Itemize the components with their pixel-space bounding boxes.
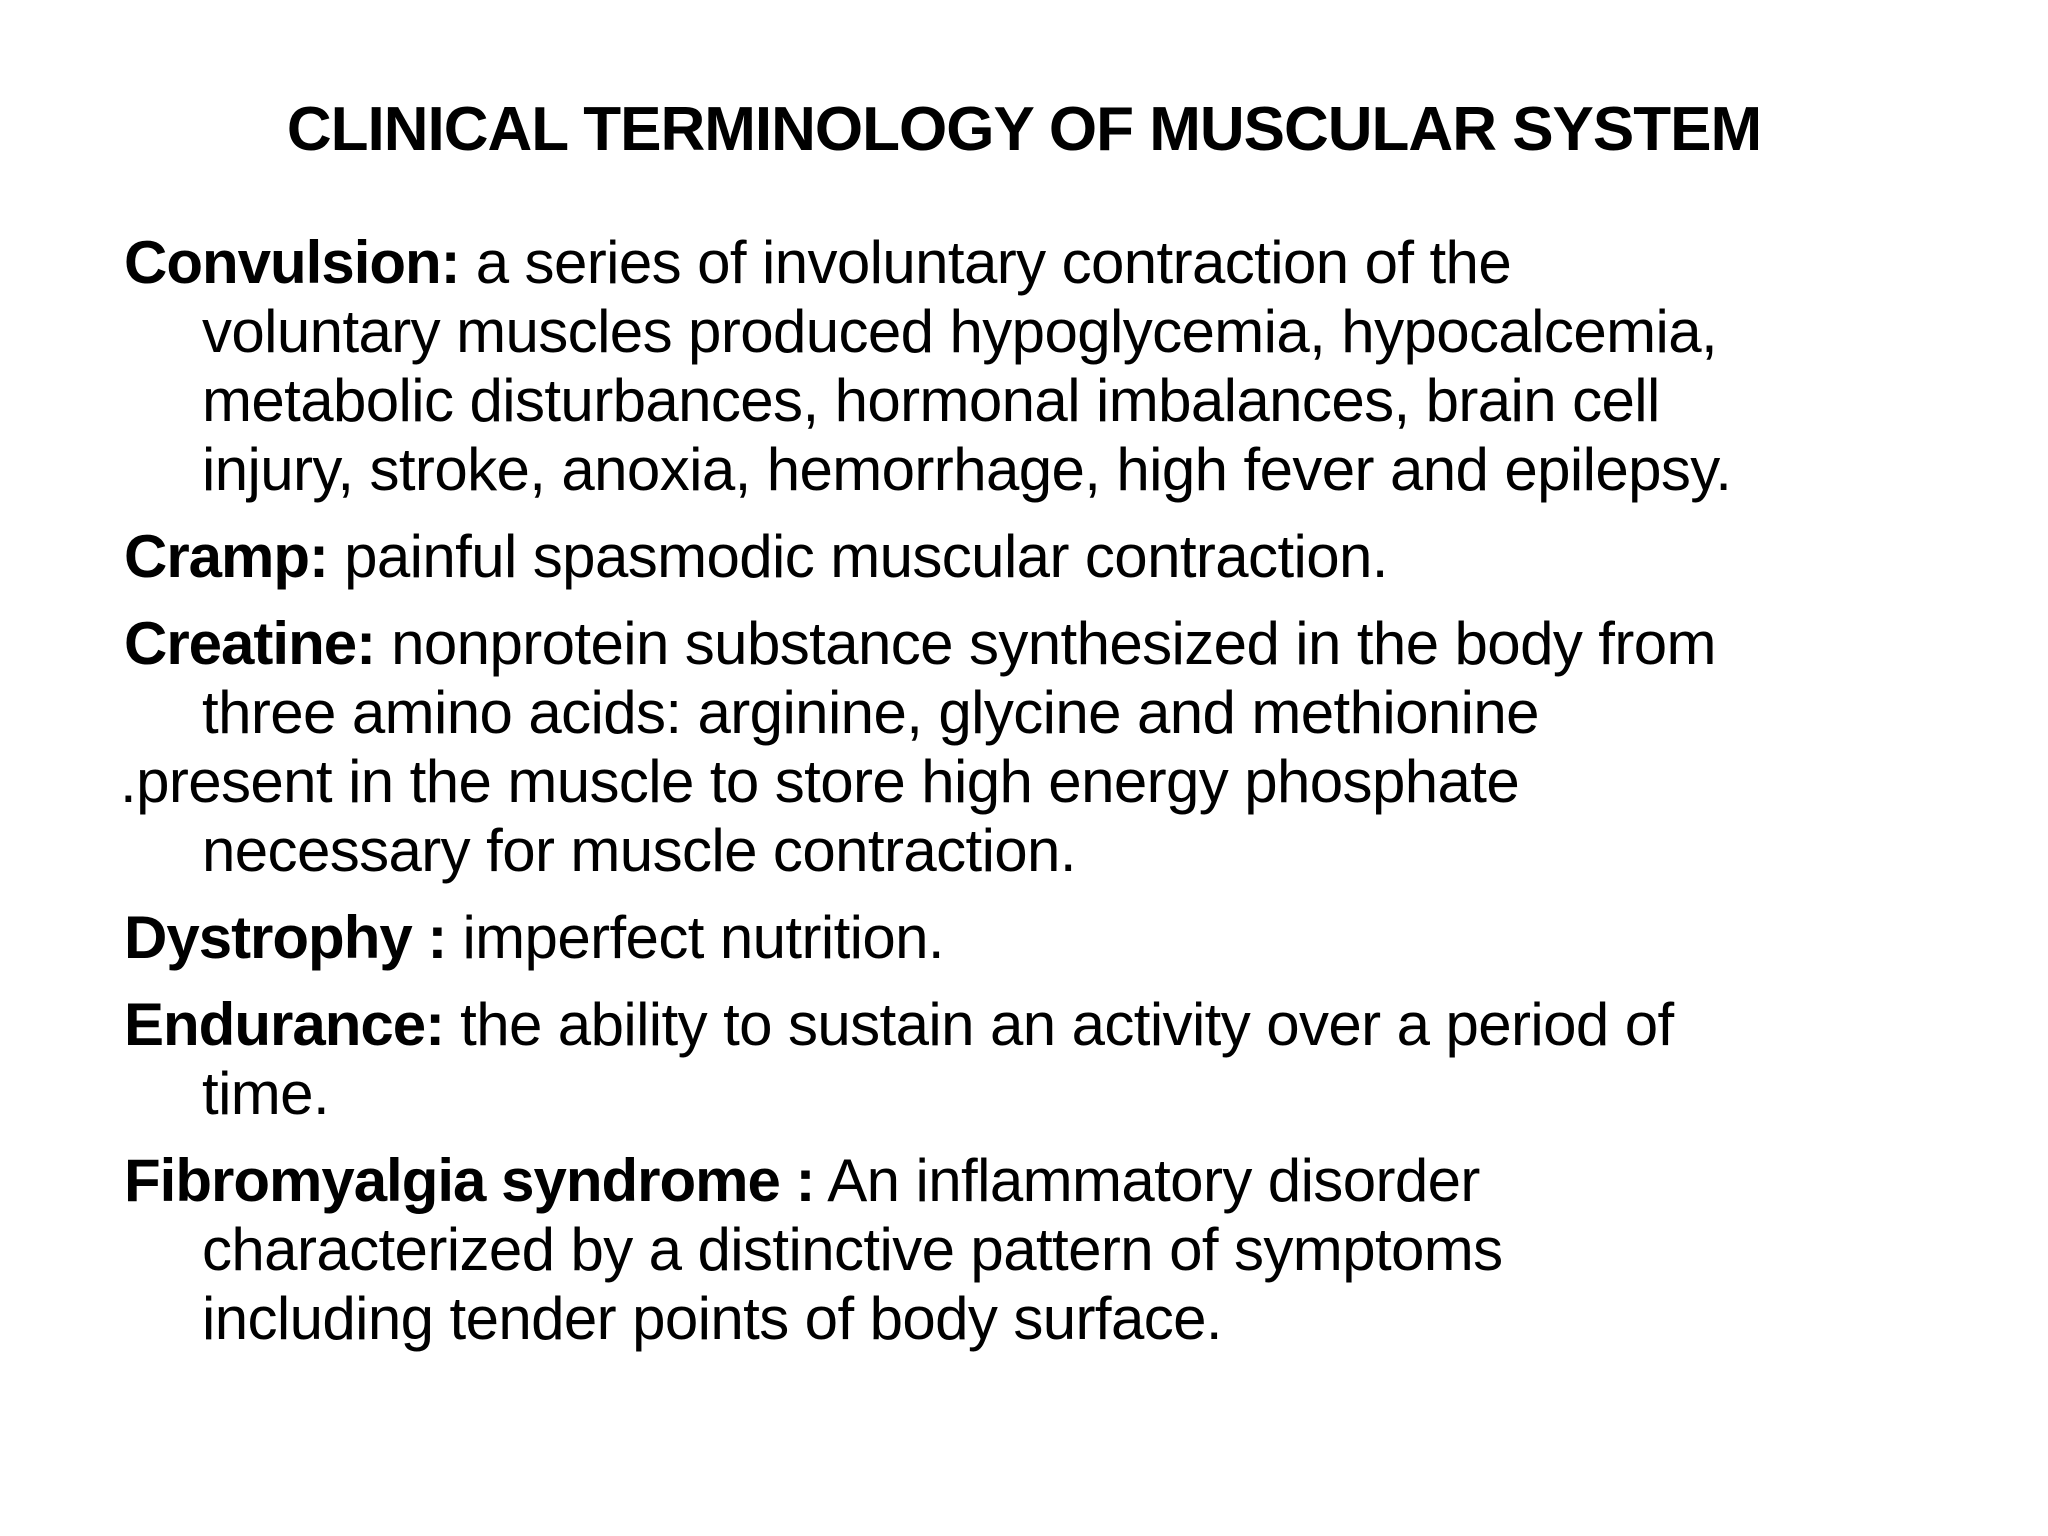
definition-line xyxy=(124,522,1984,591)
definition-convulsion xyxy=(124,228,1984,504)
definition-text: a series of involuntary contraction of the xyxy=(459,229,1512,296)
definition-cramp xyxy=(124,522,1984,591)
definition-line xyxy=(124,1146,1984,1215)
definition-creatine xyxy=(120,609,1984,885)
definition-text: imperfect nutrition. xyxy=(446,904,944,971)
definition-line: characterized by a distinctive pattern of symptoms xyxy=(202,1216,1503,1283)
term-label: Fibromyalgia syndrome : xyxy=(124,1147,815,1214)
term-label: Cramp: xyxy=(124,523,329,590)
definition-line: injury, stroke, anoxia, hemorrhage, high fever and epilepsy. xyxy=(202,436,1732,503)
definition-line xyxy=(124,990,1984,1059)
term-label: Dystrophy : xyxy=(124,904,447,971)
definition-line xyxy=(124,228,1984,297)
term-label: Convulsion: xyxy=(124,229,460,296)
definition-text: nonprotein substance synthesized in the body from xyxy=(375,610,1716,677)
definition-dystrophy xyxy=(124,903,1984,972)
definition-line xyxy=(124,609,1984,678)
term-label: Endurance: xyxy=(124,991,445,1058)
term-label: Creatine: xyxy=(124,610,376,677)
definition-text: An inflammatory disorder xyxy=(814,1147,1480,1214)
definition-fibromyalgia-syndrome xyxy=(124,1146,1984,1353)
definition-text: the ability to sustain an activity over a period of xyxy=(444,991,1674,1058)
definition-line: three amino acids: arginine, glycine and methionine xyxy=(202,679,1539,746)
definition-line: necessary for muscle contraction. xyxy=(202,817,1076,884)
slide-title: CLINICAL TERMINOLOGY OF MUSCULAR SYSTEM xyxy=(286,95,1762,164)
definition-line: including tender points of body surface. xyxy=(202,1285,1222,1352)
definition-line: .present in the muscle to store high energy phosphate xyxy=(120,748,1520,815)
definition-line: metabolic disturbances, hormonal imbalances, brain cell xyxy=(202,367,1660,434)
definition-line: time. xyxy=(202,1060,330,1127)
definitions-list xyxy=(120,228,1984,1371)
definition-line: voluntary muscles produced hypoglycemia, hypocalcemia, xyxy=(202,298,1718,365)
definition-line xyxy=(124,903,1984,972)
definition-endurance xyxy=(124,990,1984,1128)
definition-text: painful spasmodic muscular contraction. xyxy=(328,523,1388,590)
